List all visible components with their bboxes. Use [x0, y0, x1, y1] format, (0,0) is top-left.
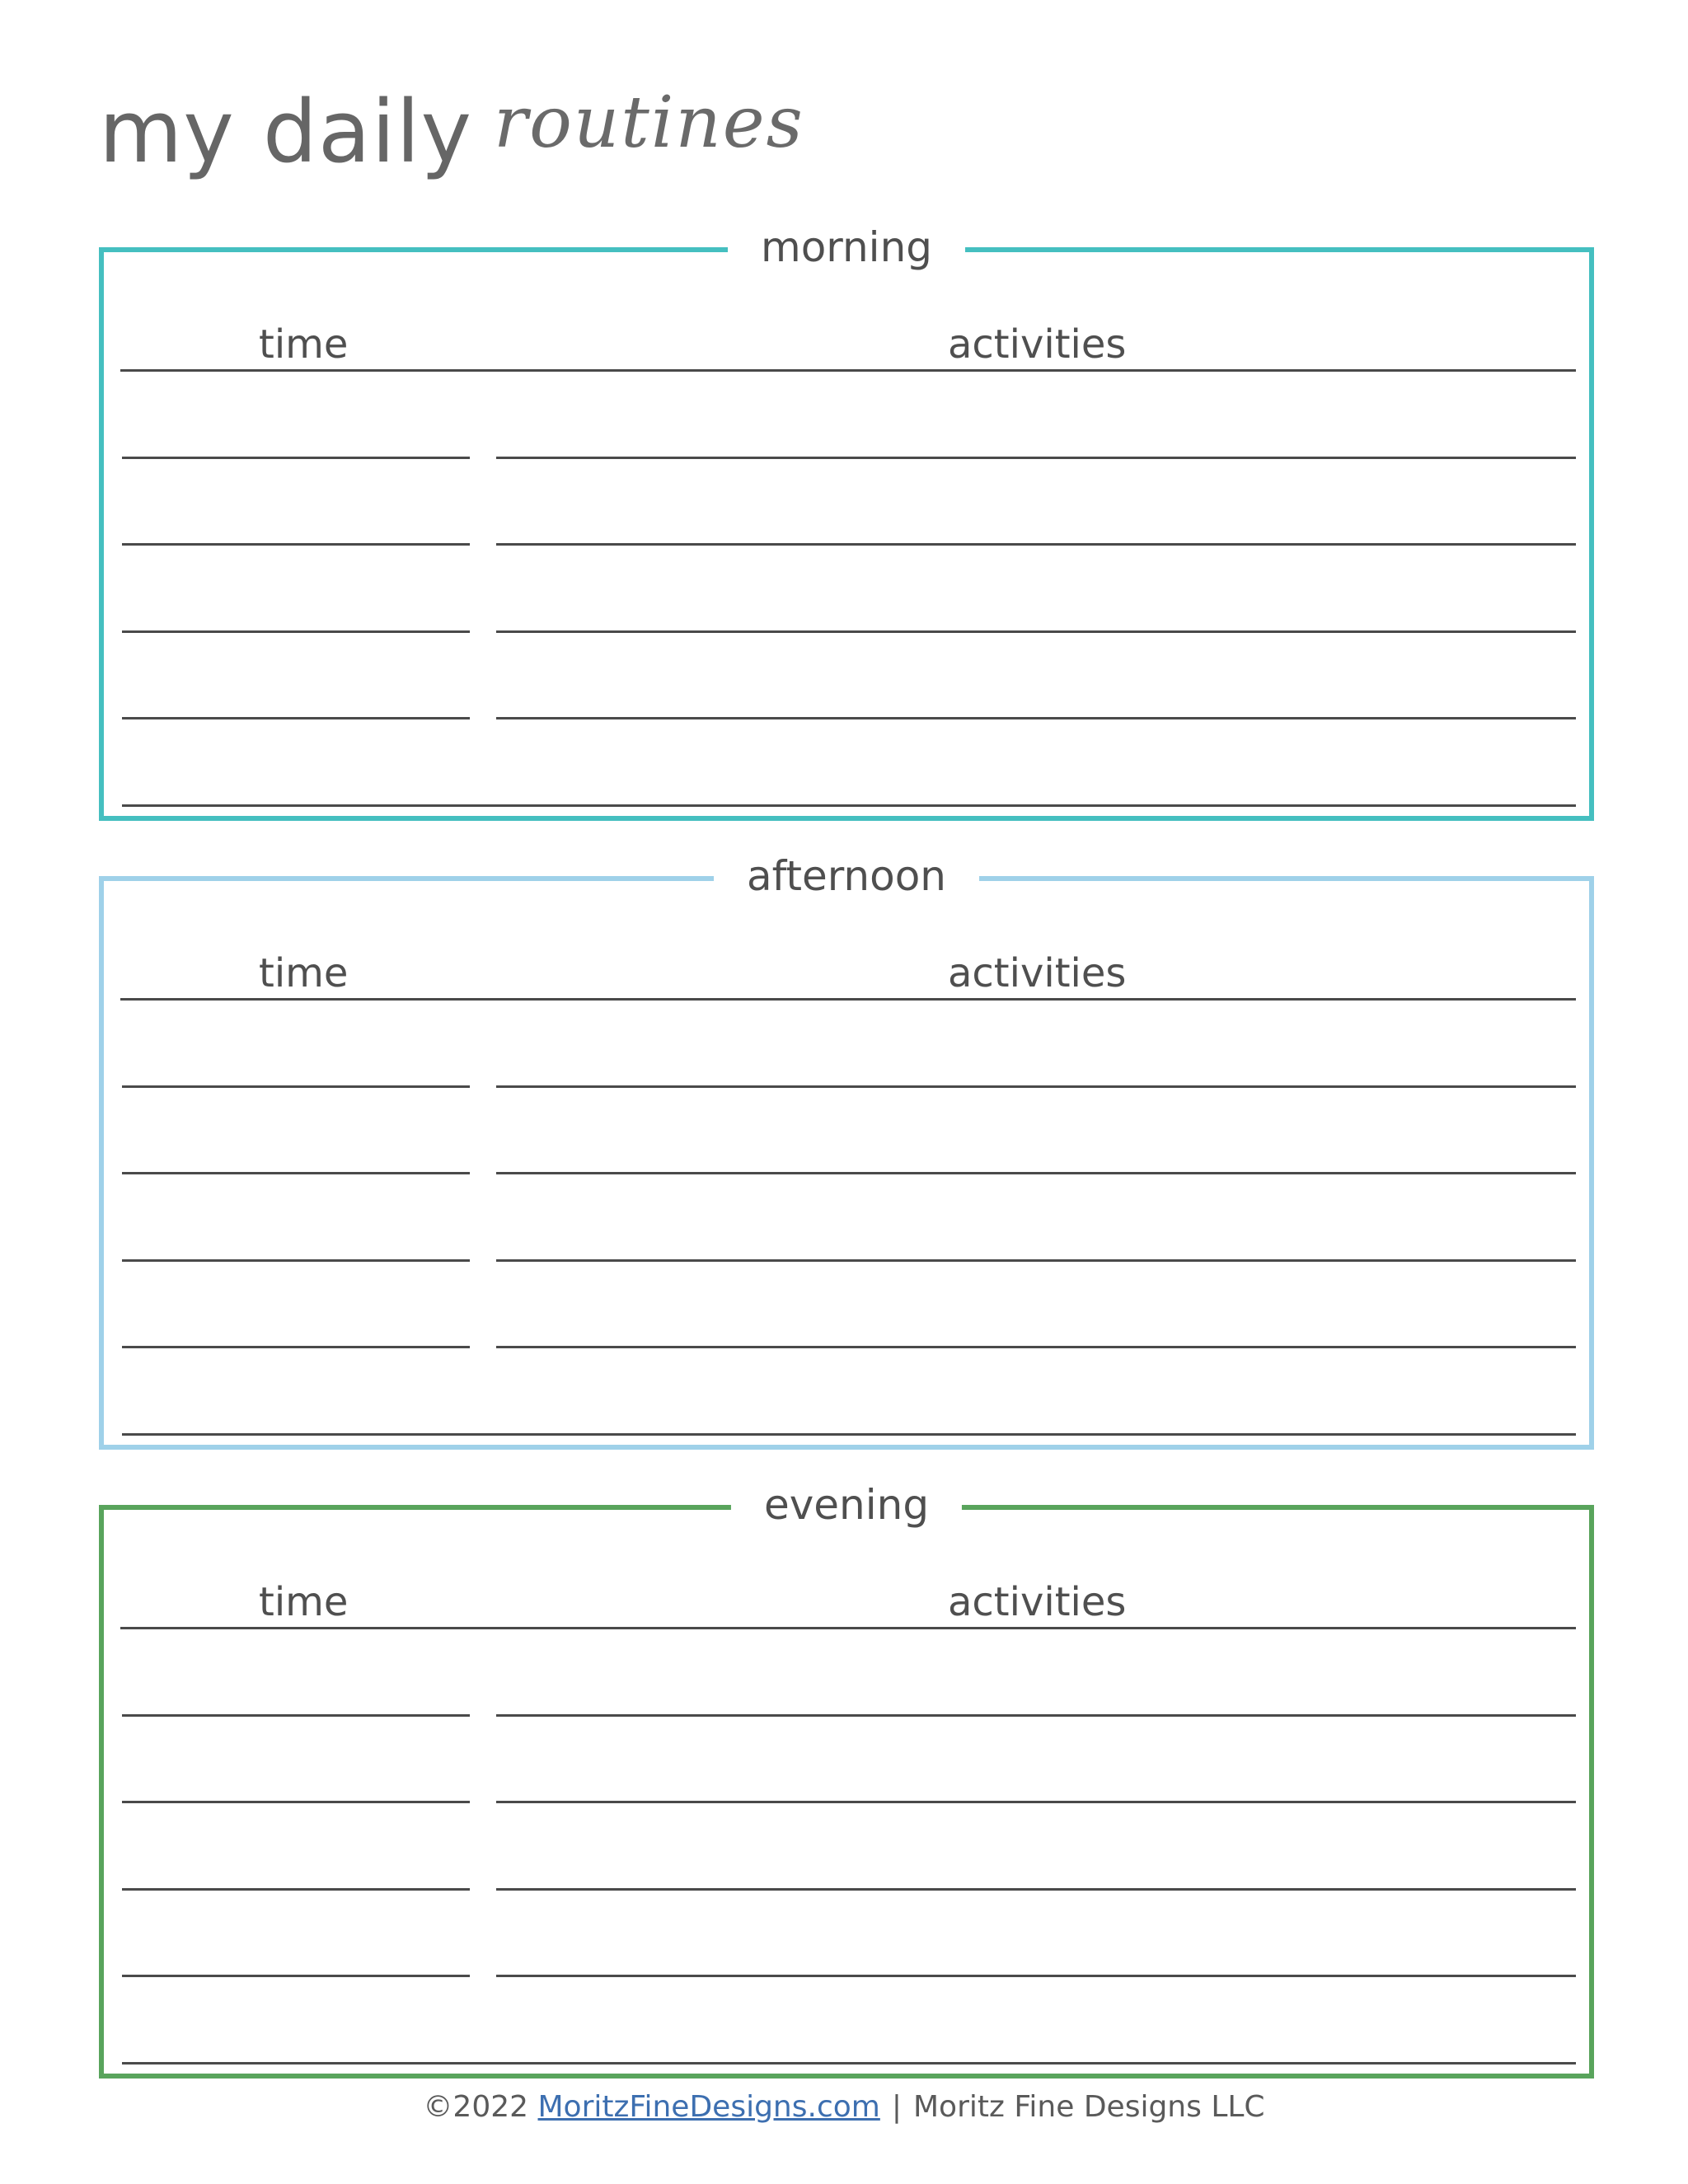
- section-label-evening: evening: [731, 1472, 962, 1538]
- column-header-activities: activities: [948, 950, 1127, 996]
- footer-copyright: ©2022: [423, 2090, 529, 2124]
- bottom-line[interactable]: [122, 1433, 1576, 1436]
- activity-line[interactable]: [496, 717, 1576, 719]
- column-header-activities: activities: [948, 321, 1127, 368]
- activity-line[interactable]: [496, 1975, 1576, 1977]
- time-line[interactable]: [122, 1085, 470, 1088]
- section-morning: [99, 223, 1594, 821]
- column-header-time: time: [259, 321, 349, 368]
- activity-line[interactable]: [496, 1259, 1576, 1262]
- title-main: my daily: [99, 82, 472, 182]
- section-evening: [99, 1481, 1594, 2079]
- section-label-afternoon: afternoon: [714, 843, 979, 909]
- activity-line[interactable]: [496, 1085, 1576, 1088]
- bottom-line[interactable]: [122, 804, 1576, 807]
- activity-line[interactable]: [496, 1346, 1576, 1348]
- header-rule: [120, 1627, 1576, 1629]
- bottom-line[interactable]: [122, 2062, 1576, 2064]
- activity-line[interactable]: [496, 630, 1576, 633]
- time-line[interactable]: [122, 1714, 470, 1717]
- title-script: routines: [494, 82, 804, 164]
- time-line[interactable]: [122, 1801, 470, 1803]
- header-rule: [120, 998, 1576, 1001]
- time-line[interactable]: [122, 1346, 470, 1348]
- time-line[interactable]: [122, 1975, 470, 1977]
- time-line[interactable]: [122, 457, 470, 459]
- column-header-activities: activities: [948, 1579, 1127, 1625]
- activity-line[interactable]: [496, 1714, 1576, 1717]
- activity-line[interactable]: [496, 1172, 1576, 1174]
- activity-line[interactable]: [496, 543, 1576, 546]
- activity-line[interactable]: [496, 1888, 1576, 1891]
- column-header-time: time: [259, 1579, 349, 1625]
- time-line[interactable]: [122, 717, 470, 719]
- time-line[interactable]: [122, 1172, 470, 1174]
- time-line[interactable]: [122, 543, 470, 546]
- time-line[interactable]: [122, 1259, 470, 1262]
- section-label-morning: morning: [728, 214, 965, 280]
- footer-separator: |: [891, 2090, 902, 2124]
- section-afternoon: [99, 852, 1594, 1450]
- page-title: [99, 82, 804, 182]
- footer: [0, 2087, 1688, 2128]
- activity-line[interactable]: [496, 457, 1576, 459]
- time-line[interactable]: [122, 630, 470, 633]
- header-rule: [120, 369, 1576, 372]
- activity-line[interactable]: [496, 1801, 1576, 1803]
- column-header-time: time: [259, 950, 349, 996]
- footer-website-link[interactable]: MoritzFineDesigns.com: [537, 2090, 880, 2124]
- time-line[interactable]: [122, 1888, 470, 1891]
- footer-company: Moritz Fine Designs LLC: [912, 2090, 1265, 2124]
